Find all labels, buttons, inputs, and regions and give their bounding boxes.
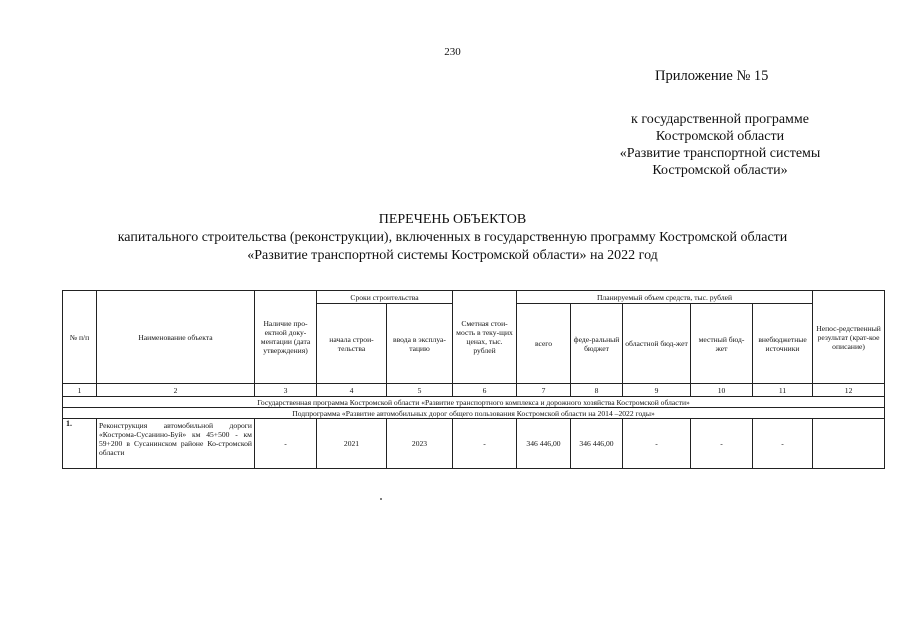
header-name: Наименование объекта bbox=[97, 291, 255, 384]
column-number: 8 bbox=[571, 384, 623, 397]
column-number: 1 bbox=[63, 384, 97, 397]
header-local: местный бюд-жет bbox=[691, 304, 753, 384]
header-no: № п/п bbox=[63, 291, 97, 384]
cell-extra: - bbox=[753, 419, 813, 469]
cell-federal: 346 446,00 bbox=[571, 419, 623, 469]
object-name: Реконструкция автомобильной дороги «Кострома-Сусанино-Буй» км 45+500 - км 59+200 в Сусанинском районе Ко-стромской области bbox=[97, 419, 255, 469]
header-docs: Наличие про-ектной доку-ментации (дата утверждения) bbox=[255, 291, 317, 384]
title-heading: ПЕРЕЧЕНЬ ОБЪЕКТОВ bbox=[378, 212, 527, 227]
subprogram-row: Подпрограмма «Развитие автомобильных дорог общего пользования Костромской области на 2014 –2022 годы» bbox=[63, 408, 885, 419]
column-number: 11 bbox=[753, 384, 813, 397]
program-reference-line: «Развитие транспортной системы bbox=[619, 146, 821, 161]
cell-result bbox=[813, 419, 885, 469]
cell-commission: 2023 bbox=[387, 419, 453, 469]
program-row: Государственная программа Костромской области «Развитие транспортного комплекса и дорожного хозяйства Костромской области» bbox=[63, 397, 885, 408]
header-terms: Сроки строительства bbox=[317, 291, 453, 304]
title-line: «Развитие транспортной системы Костромской области» на 2022 год bbox=[247, 248, 658, 263]
column-number: 12 bbox=[813, 384, 885, 397]
program-reference-line: Костромской области bbox=[655, 129, 785, 144]
cell-regional: - bbox=[623, 419, 691, 469]
header-total: всего bbox=[517, 304, 571, 384]
table-row bbox=[63, 419, 885, 469]
appendix-label: Приложение № 15 bbox=[655, 68, 769, 84]
column-number: 4 bbox=[317, 384, 387, 397]
column-number: 5 bbox=[387, 384, 453, 397]
program-reference bbox=[590, 111, 850, 179]
cell-cost: - bbox=[453, 419, 517, 469]
column-number: 9 bbox=[623, 384, 691, 397]
header-extra: внебюджетные источники bbox=[753, 304, 813, 384]
program-reference-line: к государственной программе bbox=[631, 112, 809, 127]
scan-speck bbox=[380, 498, 382, 500]
header-planned: Планируемый объем средств, тыс. рублей bbox=[517, 291, 813, 304]
header-regional: областной бюд-жет bbox=[623, 304, 691, 384]
objects-table bbox=[62, 290, 885, 469]
column-number: 3 bbox=[255, 384, 317, 397]
cell-docs: - bbox=[255, 419, 317, 469]
header-cost: Сметная стои-мость в теку-щих ценах, тыс. рублей bbox=[453, 291, 517, 384]
cell-start: 2021 bbox=[317, 419, 387, 469]
column-number: 6 bbox=[453, 384, 517, 397]
title-line: капитального строительства (реконструкции), включенных в государственную программу Костромской области bbox=[117, 230, 788, 245]
header-federal: феде-ральный бюджет bbox=[571, 304, 623, 384]
row-number: 1. bbox=[63, 419, 97, 469]
cell-total: 346 446,00 bbox=[517, 419, 571, 469]
document-title bbox=[0, 211, 905, 265]
header-start: начала строи-тельства bbox=[317, 304, 387, 384]
program-reference-line: Костромской области» bbox=[652, 163, 788, 178]
header-commission: ввода в эксплуа-тацию bbox=[387, 304, 453, 384]
column-number: 10 bbox=[691, 384, 753, 397]
page-number: 230 bbox=[444, 46, 461, 58]
header-result: Непос-редственный результат (крат-кое описание) bbox=[813, 291, 885, 384]
column-number: 2 bbox=[97, 384, 255, 397]
cell-local: - bbox=[691, 419, 753, 469]
column-number: 7 bbox=[517, 384, 571, 397]
